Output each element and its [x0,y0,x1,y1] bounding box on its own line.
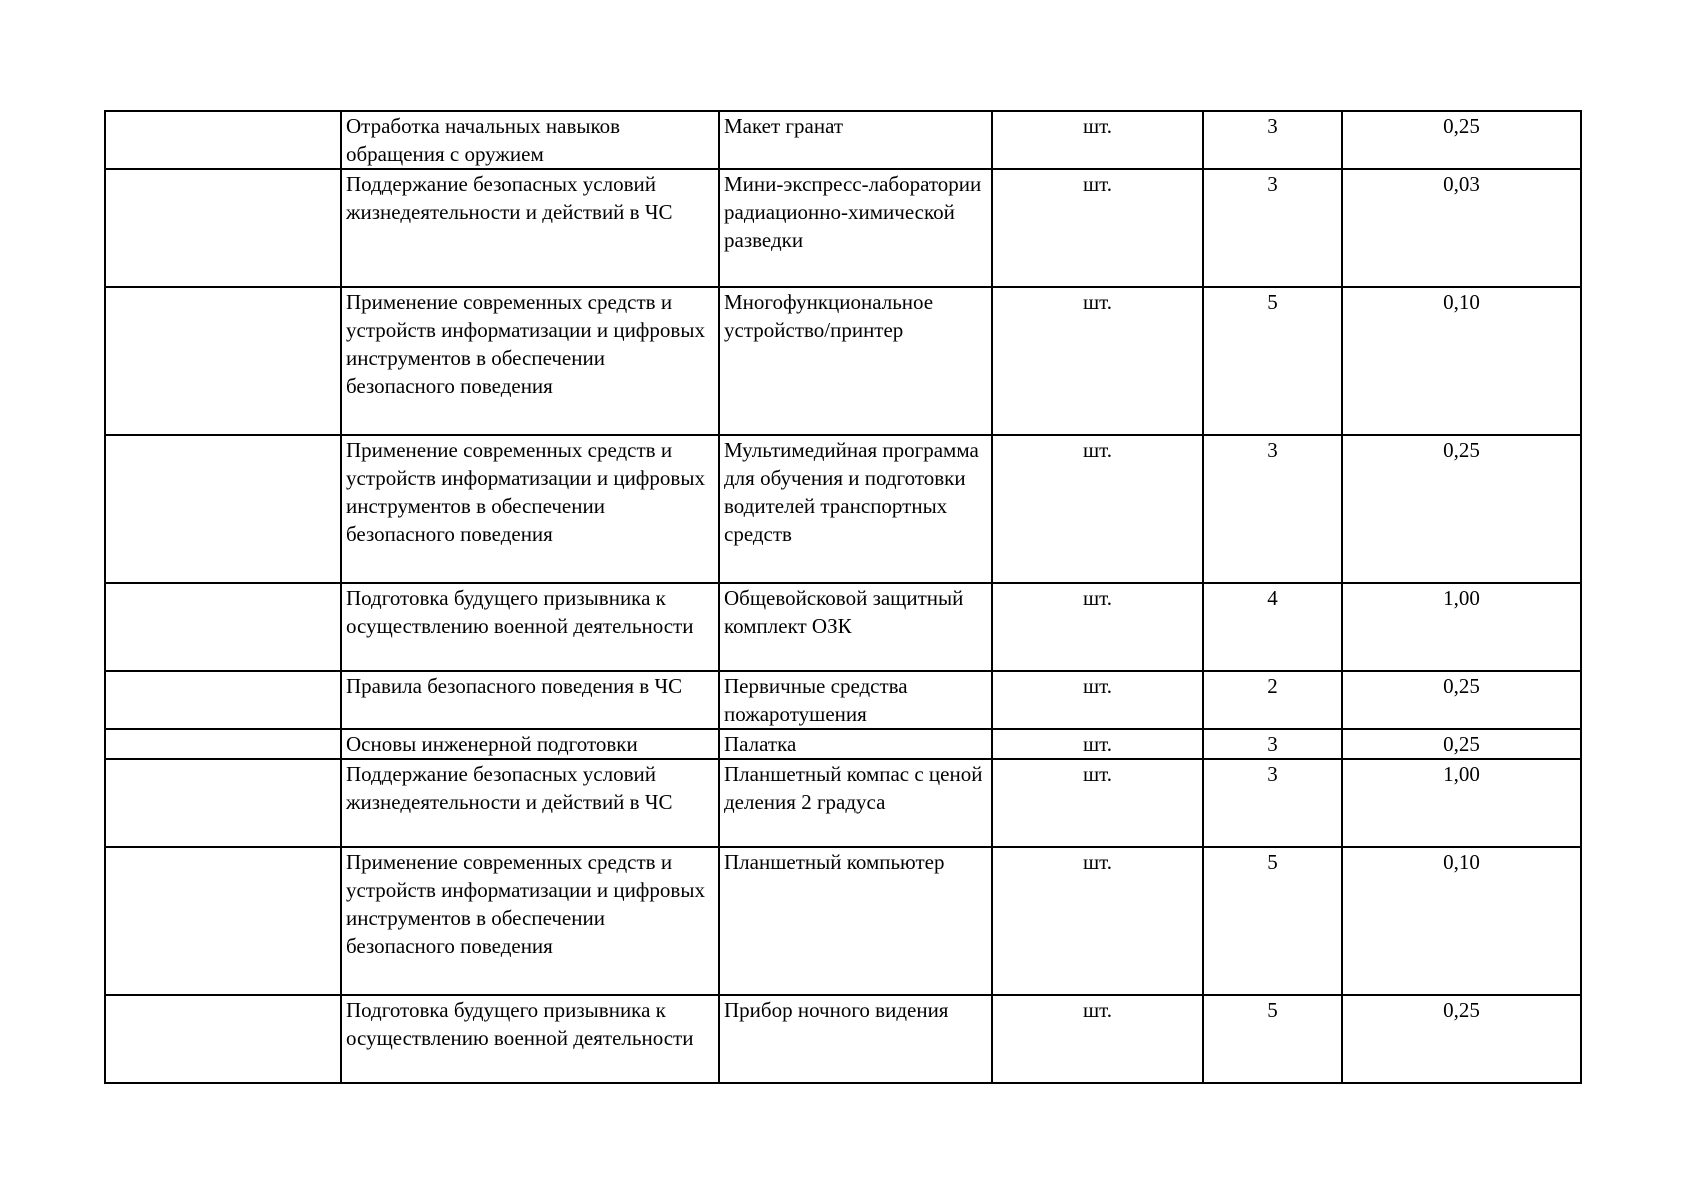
item-cell: Палатка [719,729,992,759]
unit-cell: шт. [992,729,1203,759]
item-cell: Мини-экспресс-лаборатории радиационно-химической разведки [719,169,992,287]
table-row [105,169,1581,287]
table-row [105,995,1581,1083]
unit-cell: шт. [992,169,1203,287]
quantity-cell: 5 [1203,287,1342,435]
item-cell: Планшетный компас с ценой деления 2 градуса [719,759,992,847]
unit-cell: шт. [992,583,1203,671]
blank-cell [105,995,341,1083]
topic-cell: Применение современных средств и устройств информатизации и цифровых инструментов в обеспечении безопасного поведения [341,435,719,583]
table-row [105,759,1581,847]
table-row [105,847,1581,995]
item-cell: Мультимедийная программа для обучения и подготовки водителей транспортных средств [719,435,992,583]
table-row [105,111,1581,169]
equipment-table [104,110,1582,1084]
topic-cell: Поддержание безопасных условий жизнедеятельности и действий в ЧС [341,759,719,847]
topic-cell: Применение современных средств и устройств информатизации и цифровых инструментов в обеспечении безопасного поведения [341,287,719,435]
table-row [105,671,1581,729]
blank-cell [105,583,341,671]
ratio-cell: 0,25 [1342,729,1581,759]
unit-cell: шт. [992,995,1203,1083]
unit-cell: шт. [992,671,1203,729]
ratio-cell: 0,25 [1342,111,1581,169]
topic-cell: Применение современных средств и устройств информатизации и цифровых инструментов в обеспечении безопасного поведения [341,847,719,995]
ratio-cell: 0,10 [1342,847,1581,995]
topic-cell: Отработка начальных навыков обращения с оружием [341,111,719,169]
blank-cell [105,847,341,995]
blank-cell [105,729,341,759]
table-row [105,729,1581,759]
unit-cell: шт. [992,111,1203,169]
item-cell: Прибор ночного видения [719,995,992,1083]
quantity-cell: 3 [1203,759,1342,847]
unit-cell: шт. [992,435,1203,583]
blank-cell [105,111,341,169]
item-cell: Планшетный компьютер [719,847,992,995]
blank-cell [105,435,341,583]
topic-cell: Подготовка будущего призывника к осуществлению военной деятельности [341,995,719,1083]
ratio-cell: 1,00 [1342,583,1581,671]
item-cell: Общевойсковой защитный комплект ОЗК [719,583,992,671]
quantity-cell: 5 [1203,847,1342,995]
ratio-cell: 0,03 [1342,169,1581,287]
unit-cell: шт. [992,759,1203,847]
ratio-cell: 0,25 [1342,995,1581,1083]
blank-cell [105,671,341,729]
quantity-cell: 3 [1203,169,1342,287]
ratio-cell: 0,10 [1342,287,1581,435]
blank-cell [105,287,341,435]
table-row [105,287,1581,435]
quantity-cell: 4 [1203,583,1342,671]
item-cell: Первичные средства пожаротушения [719,671,992,729]
table-row [105,583,1581,671]
topic-cell: Поддержание безопасных условий жизнедеятельности и действий в ЧС [341,169,719,287]
unit-cell: шт. [992,847,1203,995]
ratio-cell: 0,25 [1342,671,1581,729]
ratio-cell: 0,25 [1342,435,1581,583]
quantity-cell: 3 [1203,435,1342,583]
blank-cell [105,169,341,287]
item-cell: Макет гранат [719,111,992,169]
quantity-cell: 3 [1203,111,1342,169]
unit-cell: шт. [992,287,1203,435]
topic-cell: Правила безопасного поведения в ЧС [341,671,719,729]
table-row [105,435,1581,583]
quantity-cell: 3 [1203,729,1342,759]
quantity-cell: 2 [1203,671,1342,729]
blank-cell [105,759,341,847]
ratio-cell: 1,00 [1342,759,1581,847]
topic-cell: Основы инженерной подготовки [341,729,719,759]
item-cell: Многофункциональное устройство/принтер [719,287,992,435]
quantity-cell: 5 [1203,995,1342,1083]
topic-cell: Подготовка будущего призывника к осуществлению военной деятельности [341,583,719,671]
